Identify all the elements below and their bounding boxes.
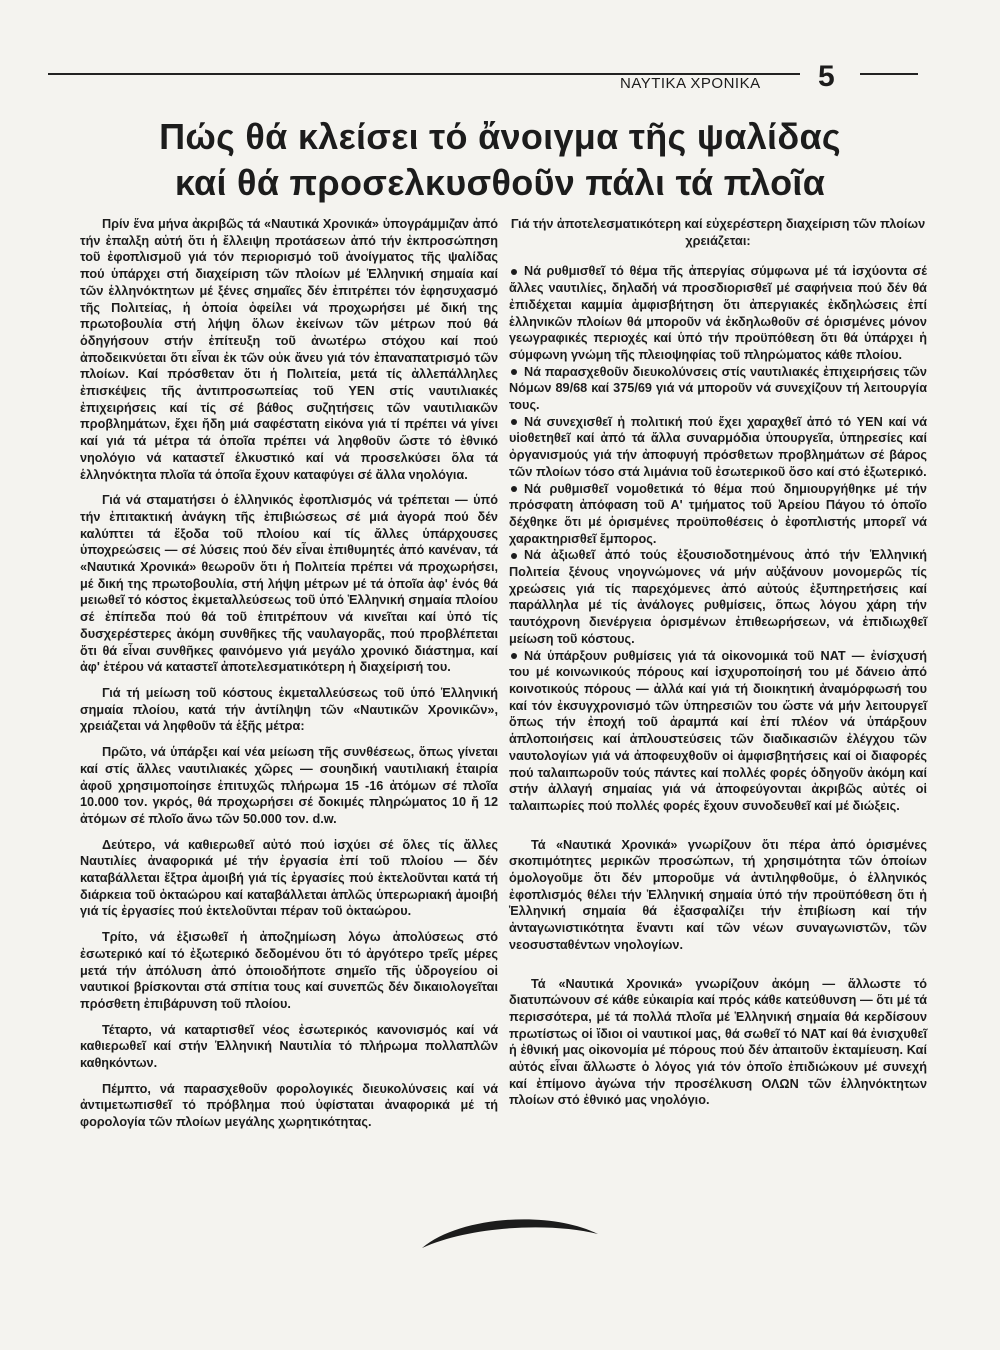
list-item-text: Νά συνεχισθεῖ ἡ πολιτική πού ἔχει χαραχθεῖ ἀπό τό ΥΕΝ καί νά υἱοθετηθεῖ καί ἀπό τά ἄλλα συναρμόδια ὑπουργεῖα, ὑπηρεσίες καί ὀργανισμούς γιά τήν ἀποφυγή πρόσθετων προβλημάτων σέ βάρος τῶν πλοίων τόσο στά λιμάνια τοῦ ἐσωτερικοῦ ὅσο καί στό ἐξωτερικό. [509, 414, 927, 479]
list-item [509, 263, 927, 363]
right-column [509, 216, 927, 1109]
paragraph: Γιά νά σταματήσει ὁ ἑλληνικός ἐφοπλισμός νά τρέπεται — ὑπό τήν ἐπιτακτική ἀνάγκη τῆς ἐπιβιώσεως σέ μιά ἀγορά πού δέν καλύπτει τά ἔξοδα τοῦ πλοίου καί τίς ἄλλες ὑπάρχουσες ὑποχρεώσεις — σέ λύσεις πού δέν εἶναι ἐπιθυμητές ἀπό κανέναν, τά «Ναυτικά Χρονικά» θεωροῦν ὅτι ἡ Πολιτεία πρέπει νά προχωρήσει, μέ δική της πρωτοβουλία, στή λήψη μέτρων μέ τά ὁποῖα ἀφ' ἑνός θά μειωθεῖ τό κόστος ἐκμεταλλεύσεως τοῦ ὑπό Ἑλληνική σημαία πλοίου σέ ἐπίπεδα πού θά τοῦ ἐπιτρέπουν νά κινεῖται καί ὑπό τίς δυσχερέστερες ἀκόμη συνθῆκες τῆς ναυλαγορᾶς, πού προβλέπεται ὅτι θά εἶναι συνθῆκες φαινόμενο γιά μεγάλο χρονικό διάστημα, καί ἀφ' ἑτέρου νά καταστεῖ ἀποτελεσματικότερη ἡ διαχείρισή του. [80, 493, 498, 675]
decorative-swoosh [420, 1212, 600, 1252]
list-item-text: Νά ἀξιωθεῖ ἀπό τούς ἐξουσιοδοτημένους ἀπό τήν Ἑλληνική Πολιτεία ξένους νηογνώμονες νά μήν αὐξάνουν μονομερῶς τίς χρεώσεις γιά τίς παρεχόμενες ἀπό αὐτούς ἐξυπηρετήσεις καί παράλληλα μέ τίς ἀνάλογες ρυθμίσεις, ὅπως λόγου χάρη τήν ταυτόχρονη διενέργεια ὁρισμένων ἐπιθεωρήσεων, νά ἐπιδιωχθεῖ μείωση τοῦ κόστους. [509, 548, 927, 646]
list-item [509, 547, 927, 647]
title-line-1: Πώς θά κλείσει τό ἄνοιγμα τῆς ψαλίδας [159, 116, 841, 157]
paragraph: Πέμπτο, νά παρασχεθοῦν φορολογικές διευκολύνσεις καί νά ἀντιμετωπισθεῖ τό πρόβλημα πού ὑφίσταται ἀναφορικά μέ τή φορολογία τῶν πλοίων μεγάλης χωρητικότητας. [80, 1081, 498, 1130]
paragraph: Τέταρτο, νά καταρτισθεῖ νέος ἐσωτερικός κανονισμός καί νά καθιερωθεῖ καί στήν Ἑλληνική Ναυτιλία τό πλήρωμα πολλαπλῶν καθηκόντων. [80, 1022, 498, 1071]
bullet-icon [511, 419, 517, 425]
paragraph: Τά «Ναυτικά Χρονικά» γνωρίζουν ἀκόμη — ἄλλωστε τό διατυπώνουν σέ κάθε εὐκαιρία καί πρός κάθε κατεύθυνση — ὅτι μέ τά περισσότερα, μέ τά πολλά πλοῖα μέ Ἑλληνική σημαία θά κερδίσουν πρωτίστως οἱ ἴδιοι οἱ ναυτικοί μας, θά σωθεῖ τό ΝΑΤ καί θά ἐνισχυθεῖ ἡ ἐθνική μας οἰκονομία μέ πόρους πού δέν ἀπαιτοῦν ἐκταμίευση. Καί αὐτός εἶναι ἄλλωστε ὁ λόγος γιά τόν ὁποῖο ἐπιδιώκουν μέ συνεχή καί ἐπίμονο ἀγώνα τήν προσέλκυση ΟΛΩΝ τῶν ἑλληνόκτητων πλοίων στό ἐθνικό μας νηολόγιο. [509, 976, 927, 1108]
list-item [509, 414, 927, 481]
bullet-icon [511, 369, 517, 375]
title-line-2: καί θά προσελκυσθοῦν πάλι τά πλοῖα [174, 162, 826, 203]
bullet-list [509, 263, 927, 814]
bullet-icon [511, 486, 517, 492]
paragraph: Δεύτερο, νά καθιερωθεῖ αὐτό πού ἰσχύει σέ ὅλες τίς ἄλλες Ναυτιλίες ἀναφορικά μέ τήν ἐργασία ἐπί τοῦ πλοίου — δέν καταβάλλεται ἔξτρα ἀμοιβή γιά τίς ἐργασίες πού ἐκτελοῦνται κατά τή διάρκεια τοῦ ὀκταώρου καί καταβάλλεται ἁπλῶς ὑπερωριακή ἀμοιβή γιά τίς ἐργασίες πού ἐκτελοῦνται πέραν τοῦ ὀκταώρου. [80, 837, 498, 919]
paragraph: Γιά τήν ἀποτελεσματικότερη καί εὐχερέστερη διαχείριση τῶν πλοίων χρειάζεται: [510, 217, 926, 248]
list-item [509, 481, 927, 548]
list-item-text: Νά ρυθμισθεῖ νομοθετικά τό θέμα πού δημιουργήθηκε μέ τήν πρόσφατη ἀπόφαση τοῦ Α' τμήματος τοῦ Ἀρείου Πάγου τό ὁποῖο δέχθηκε ὅτι μέ ὁρισμένες προϋποθέσεις ὁ ἐφοπλιστής μπορεῖ νά χαρακτηρισθεῖ ἔμπορος. [509, 481, 927, 546]
list-item-text: Νά ὑπάρξουν ρυθμίσεις γιά τά οἰκονομικά τοῦ ΝΑΤ — ἐνίσχυσή του μέ κοινωνικούς πόρους καί ἰσχυροποίησή του μέ δάνειο ἀπό κοινοτικούς πόρους — ἀλλά καί γιά τή διοικητική ἀναμόρφωσή του καί τόν ἐκσυγχρονισμό τῶν ὑπηρεσιῶν του ὥστε νά μήν λειτουργεῖ ὅπως τήν ἐποχή τοῦ ἀραμπά καί ἐπί πλέον νά ὑπάρξουν ἁπλοποιήσεις καί ἀπλουστεύσεις τῶν διαδικασιῶν ἐλέγχου τῶν ναυτολογίων γιά νά ἀποφευχθοῦν οἱ ἀμφισβητήσεις καί οἱ διαφορές πού ταλαιπωροῦν τούς πάντες καί πολλές φορές ὁδηγοῦν ἀκόμη καί στήν ἀλλαγή σημαίας γιά νά ἀποφεύγονται ἀκριβῶς αὐτές οἱ ταλαιπωρίες πού πολλές φορές ἔχουν συνοδευθεῖ καί μέ διώξεις. [509, 648, 927, 813]
list-item [509, 364, 927, 414]
bullet-icon [511, 653, 517, 659]
bullet-icon [511, 269, 517, 275]
left-column [80, 216, 498, 1131]
paragraph: Τρίτο, νά ἐξισωθεῖ ἡ ἀποζημίωση λόγω ἀπολύσεως στό ἐσωτερικό καί τό ἐξωτερικό δεδομένου ὅτι τό ἀργότερο τρεῖς μέρες μετά τήν ἀπόλυση ἀπό ὁποιοδήποτε σημεῖο τῆς ὑδρογείου οἱ ναυτικοί βρίσκονται στά σπίτια τους καί συνεπῶς δέν δικαιολογεῖται πρόσθετη ἐπιβάρυνση τοῦ πλοίου. [80, 930, 498, 1011]
bullet-icon [511, 553, 517, 559]
article-title [60, 114, 940, 206]
list-item-text: Νά παρασχεθοῦν διευκολύνσεις στίς ναυτιλιακές ἐπιχειρήσεις τῶν Νόμων 89/68 καί 375/69 γιά νά μποροῦν νά συνεχίζουν τή λειτουργία τους. [509, 364, 927, 413]
header-rule-right [860, 73, 918, 75]
list-item [509, 648, 927, 815]
paragraph: Πρίν ἕνα μήνα ἀκριβῶς τά «Ναυτικά Χρονικά» ὑπογράμμιζαν ἀπό τήν ἐπαλξη αὐτή ὅτι ἡ ἔλλειψη προτάσεων ἀπό τήν ἐκπροσώπηση τοῦ ἐφοπλισμοῦ γιά τόν περιορισμό τοῦ ἀνοίγματος τῆς ψαλίδας πού ὑπάρχει στή διαχείριση τῶν πλοίων μέ Ἑλληνική σημαία καί τῶν ἑλληνόκτητων μέ ξένες σημαῖες δέν ἐπιτρέπει τόν ἐφησυχασμό τῆς Πολιτείας, ἡ ὁποία ὀφείλει νά προχωρήσει μέ δική της πρωτοβουλία στή λήψη ὅλων ἐκείνων τῶν μέτρων πού θά ὁδηγήσουν στήν ἐπίτευξη τοῦ ἀνωτέρω στόχου καί πού ἀποδεικνύεται ὅτι εἶναι ἐκ τῶν οὐκ ἄνευ γιά τόν ἐπαναπατρισμό τῶν πλοίων. Καί πρόσθεταν ὅτι ἡ Πολιτεία, μετά τίς ἀλλεπάλληλες ἐπισκέψεις τῆς ἀντιπροσωπείας τοῦ ΥΕΝ στίς ναυτιλιακές ἐπιχειρήσεις καί τίς σέ βάθος συζητήσεις τῶν ναυτιλιακῶν προβλημάτων, ἔχει ἤδη μιά σαφέστατη εἰκόνα γιά τί πρέπει νά γίνει καί γιά τά μέτρα τά ὁποῖα πρέπει νά ληφθοῦν ὥστε τό ἐθνικό νηολόγιο νά καταστεῖ ἑλκυστικό καί νά προσελκύσει ὅλα τά ἑλληνόκτητα πλοῖα τά ὁποῖα ἔχουν καταφύγει σέ ἄλλα νηολόγια. [80, 217, 498, 482]
page-number: 5 [818, 60, 835, 93]
paragraph: Πρῶτο, νά ὑπάρξει καί νέα μείωση τῆς συνθέσεως, ὅπως γίνεται καί στίς ἄλλες ναυτιλιακές χῶρες — σουηδική ναυτιλιακή ἑταιρία ἀφοῦ χρησιμοποίησε ἐπιτυχῶς πλήρωμα 15 -16 ἀτόμων σέ πλοῖα 10.000 τον. γκρός, θά προχωρήσει σέ δοκιμές πληρώματος 10 ἤ 12 ἀτόμων σέ πλοῖο ἄνω τῶν 50.000 τον. d.w. [80, 745, 498, 826]
paragraph: Τά «Ναυτικά Χρονικά» γνωρίζουν ὅτι πέρα ἀπό ὁρισμένες σκοπιμότητες μερικῶν προσώπων, τή χρησιμότητα τῶν ὁποίων ὁμολογοῦμε ὅτι δέν μποροῦμε νά ἀντιληφθοῦμε, ὁ ἑλληνικός ἐφοπλισμός θέλει τήν Ἑλληνική σημαία ὑπό τήν προϋπόθεση ὅτι ἡ Ἑλληνική σημαία θά ἐξασφαλίζει τήν ἐπιβίωση καί τήν ἀνταγωνιστικότητα ἔναντι καί τῶν νέων συναγωνιστῶν, τῶν νεοσυσταθέντων νηολογίων. [509, 837, 927, 952]
list-item-text: Νά ρυθμισθεῖ τό θέμα τῆς ἀπεργίας σύμφωνα μέ τά ἰσχύοντα σέ ἄλλες ναυτιλίες, δηλαδή νά προσδιορισθεῖ μέ σαφήνεια πού δέν θά ἐπιδέχεται καμμία ἀμφισβήτηση ὅτι ἀπεργιακές ἐκδηλώσεις ἐπί ἑλληνικῶν πλοίων θά μποροῦν νά ἐκδηλωθοῦν σέ ὁρισμένες μόνον γεωγραφικές περιοχές καί ὑπό τήν προϋπόθεση ὅτι θά ὑπάρχει ἡ σύμφωνη γνώμη τῆς πλειοψηφίας τοῦ πληρώματος κάθε πλοίου. [509, 264, 927, 362]
paragraph: Γιά τή μείωση τοῦ κόστους ἐκμεταλλεύσεως τοῦ ὑπό Ἑλληνική σημαία πλοίου, κατά τήν ἀντίληψη τῶν «Ναυτικῶν Χρονικῶν», χρειάζεται νά ληφθοῦν τά ἑξῆς μέτρα: [80, 685, 498, 734]
publication-name: ΝΑΥΤΙΚΑ ΧΡΟΝΙΚΑ [620, 75, 761, 92]
